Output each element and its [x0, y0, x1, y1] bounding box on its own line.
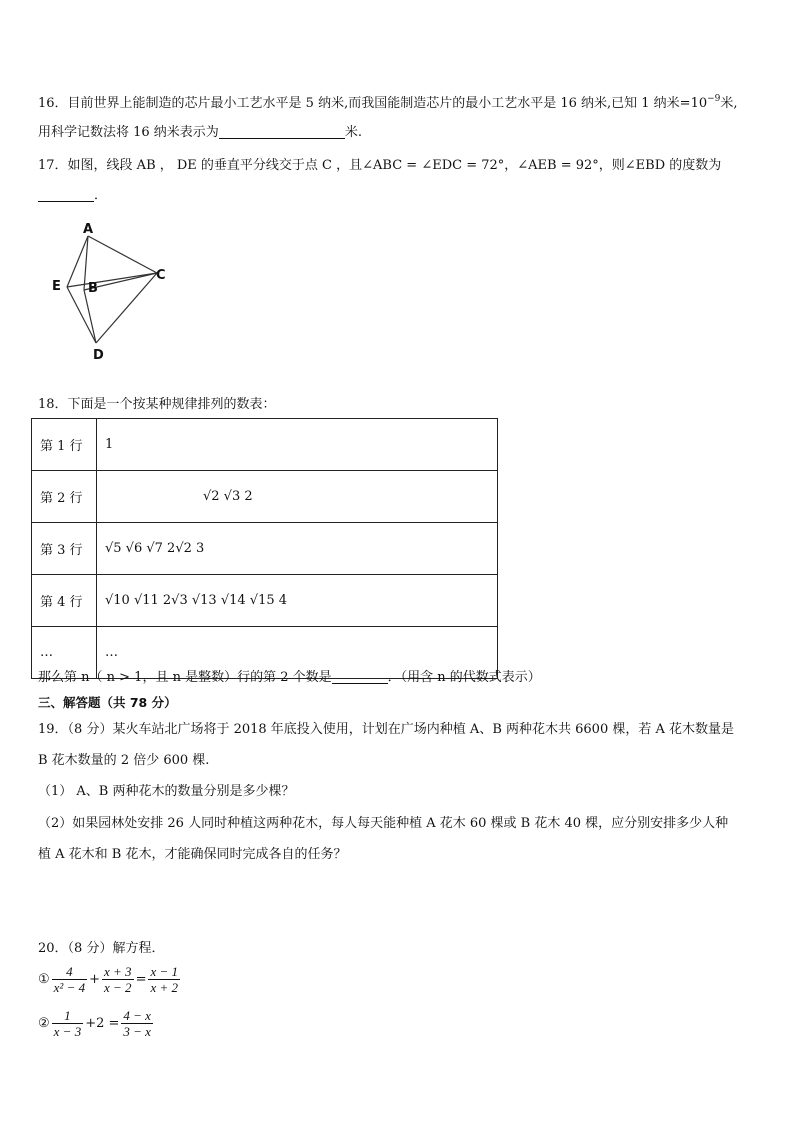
- eq2-op: +2 =: [85, 1016, 120, 1031]
- label-a: A: [83, 222, 94, 237]
- q19-line2: B 花木数量的 2 倍少 600 棵.: [38, 753, 210, 768]
- q18-intro: [38, 396, 276, 414]
- section-heading: 三、解答题（共 78 分）: [38, 695, 177, 710]
- eq2-marker: ②: [38, 1016, 50, 1031]
- table-row: [32, 575, 498, 627]
- row-label: 第 4 行: [32, 575, 97, 627]
- segment-cd: [96, 273, 157, 343]
- fraction-denominator: x² − 4: [53, 980, 86, 995]
- fraction-numerator: 1: [52, 1008, 84, 1024]
- label-c: C: [156, 268, 166, 283]
- row-label: 第 2 行: [32, 471, 97, 523]
- eq1-marker: ①: [38, 972, 50, 987]
- eq2-fraction-2: [121, 1008, 153, 1039]
- q16-unit: 米.: [344, 125, 362, 140]
- fraction-numerator: x − 1: [150, 964, 179, 979]
- eq1-fraction-3: [148, 964, 180, 995]
- row-value: 1: [97, 419, 498, 471]
- fraction-numerator: 4 − x: [123, 1008, 151, 1023]
- fraction-denominator: x − 3: [53, 1024, 82, 1039]
- q16-answer-blank[interactable]: [219, 124, 345, 139]
- q17-answer-blank[interactable]: [38, 187, 94, 202]
- q19-line1: 19．（8 分）某火车站北广场将于 2018 年底投入使用，计划在广场内种植 A、B 两种花木共 6600 棵，若 A 花木数量是: [38, 722, 735, 737]
- segment-ec: [67, 273, 157, 287]
- segment-ac: [88, 236, 157, 273]
- q16-text: 16．目前世界上能制造的芯片最小工艺水平是 5 纳米,而我国能制造芯片的最小工艺水平是 16 纳米,已知 1 纳米=10: [38, 96, 708, 111]
- q18-question-end: ．（用含 n 的代数式表示）: [387, 670, 541, 685]
- row-label: 第 1 行: [32, 419, 97, 471]
- label-d: D: [93, 348, 104, 363]
- q18-intro-text: 18．下面是一个按某种规律排列的数表：: [38, 397, 276, 412]
- q16-line1: [38, 90, 738, 113]
- row-label: 第 3 行: [32, 523, 97, 575]
- eq2-fraction-1: [52, 1008, 84, 1039]
- label-b: B: [88, 281, 98, 296]
- q19-part2-line2: 植 A 花木和 B 花木，才能确保同时完成各自的任务？: [38, 847, 347, 862]
- q19-part1: （1） A、B 两种花木的数量分别是多少棵？: [38, 784, 295, 799]
- row-value: …: [97, 627, 498, 679]
- q17-end: ．: [94, 188, 108, 203]
- q17-line2: [38, 187, 107, 205]
- q16-line2: [38, 124, 362, 142]
- label-e: E: [52, 279, 61, 294]
- q17-line1: [38, 157, 721, 175]
- segment-bd: [84, 290, 96, 343]
- q17-geometry-figure: [40, 215, 190, 365]
- eq1-fraction-1: [52, 964, 87, 995]
- eq1-op-plus: +: [89, 972, 101, 987]
- row-value: √10 √11 2√3 √13 √14 √15 4: [97, 575, 498, 627]
- q16-text-end: 米,: [720, 96, 738, 111]
- q20-equation-2: [36, 1008, 153, 1039]
- q18-question-text: 那么第 n（ n > 1，且 n 是整数）行的第 2 个数是: [38, 670, 332, 685]
- fraction-denominator: x − 2: [104, 980, 132, 995]
- table-row: [32, 471, 498, 523]
- q16-prompt: 用科学记数法将 16 纳米表示为: [38, 125, 219, 140]
- fraction-numerator: 4: [52, 964, 87, 980]
- eq1-op-equals: =: [135, 972, 147, 987]
- fraction-numerator: x + 3: [104, 964, 132, 979]
- row-label: …: [32, 627, 97, 679]
- q18-question: [38, 669, 541, 687]
- eq1-fraction-2: [102, 964, 134, 995]
- q16-exponent: −9: [707, 94, 721, 104]
- q18-number-table: [31, 418, 498, 679]
- row-value: √5 √6 √7 2√2 3: [97, 523, 498, 575]
- q20-intro: 20．（8 分）解方程．: [38, 941, 165, 956]
- row-value: √2 √3 2: [97, 471, 498, 523]
- table-row: [32, 523, 498, 575]
- table-row: [32, 419, 498, 471]
- q19-part2-line1: （2）如果园林处安排 26 人同时种植这两种花木，每人每天能种植 A 花木 60 棵或 B 花木 40 棵，应分别安排多少人种: [38, 816, 729, 831]
- q20-equation-1: [36, 964, 180, 995]
- q18-answer-blank[interactable]: [332, 669, 388, 684]
- q17-text: 17．如图，线段 AB ， DE 的垂直平分线交于点 C ，且∠ABC = ∠EDC = 72°，∠AEB = 92°，则∠EBD 的度数为: [38, 158, 722, 173]
- fraction-denominator: 3 − x: [123, 1024, 151, 1039]
- fraction-denominator: x + 2: [150, 980, 179, 995]
